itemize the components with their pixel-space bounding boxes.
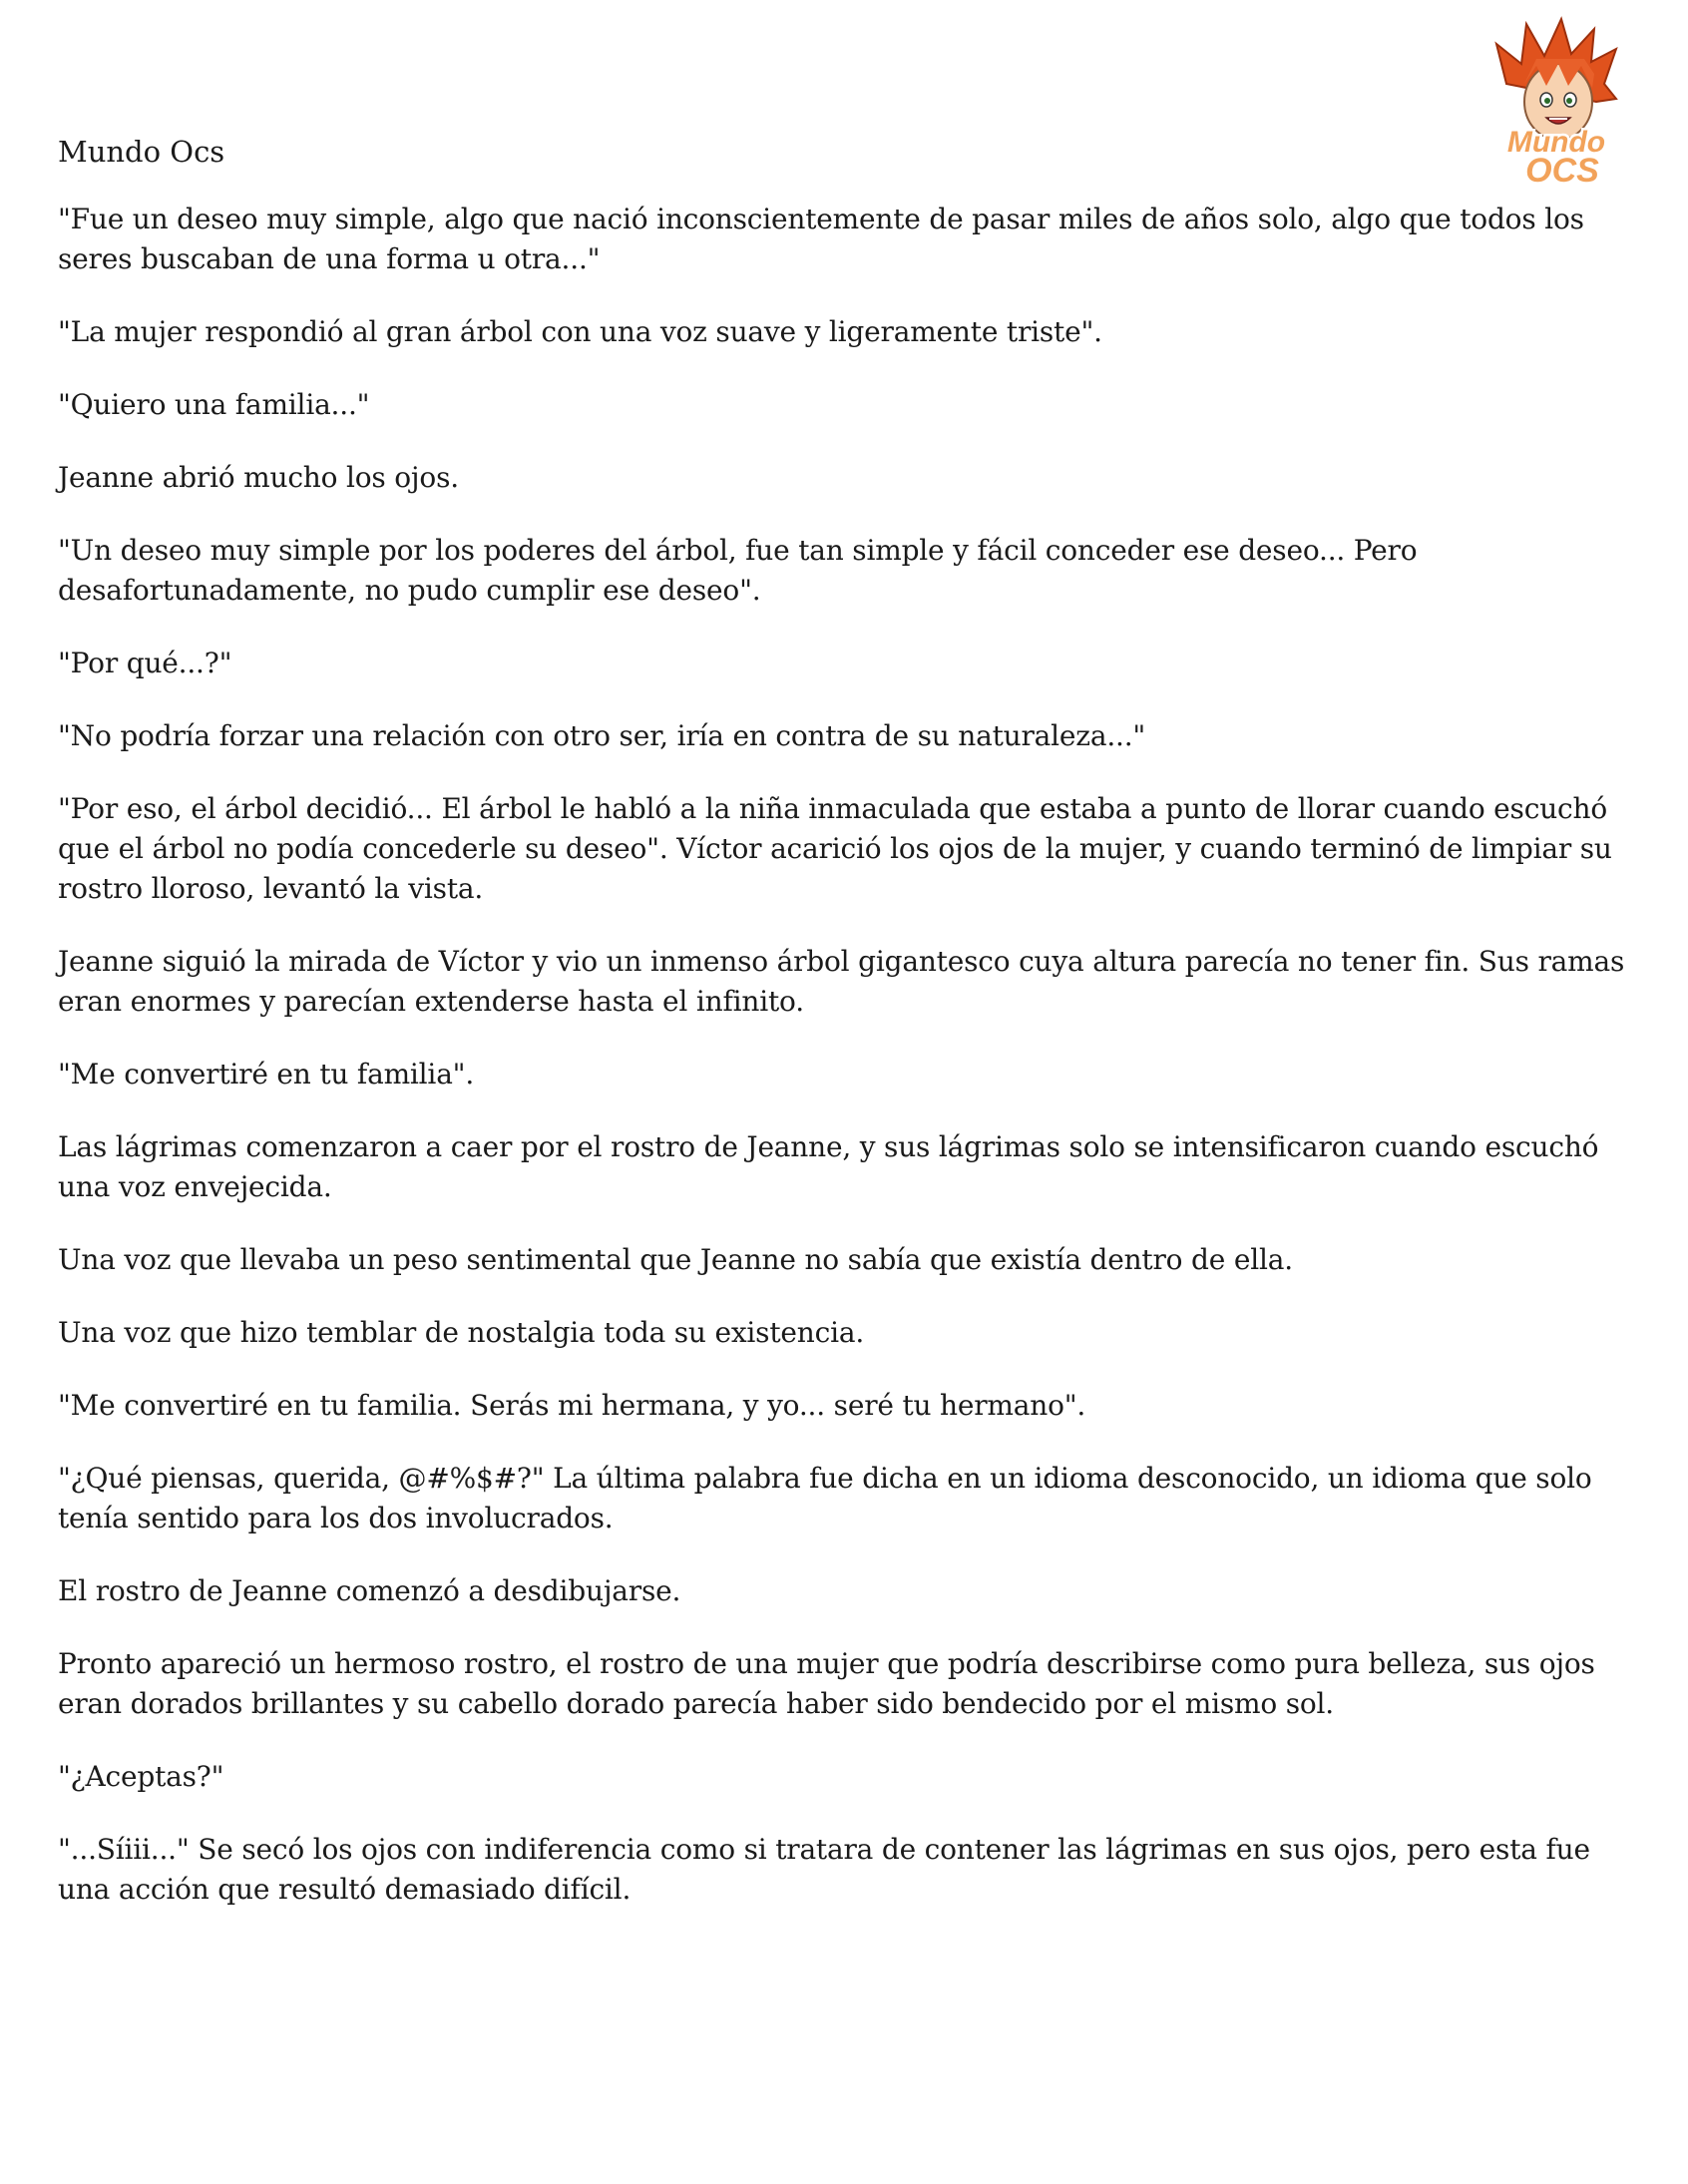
paragraph: Jeanne abrió mucho los ojos. <box>58 461 459 494</box>
paragraph: "No podría forzar una relación con otro ser, iría en contra de su naturaleza..." <box>58 719 1146 752</box>
paragraph: Jeanne siguió la mirada de Víctor y vio un inmenso árbol gigantesco cuya altura parecía no tener fin. Sus ramas eran enormes y parecían extenderse hasta el infinito. <box>58 945 1625 1018</box>
paragraph: "Quiero una familia..." <box>58 388 370 421</box>
paragraph: Una voz que llevaba un peso sentimental que Jeanne no sabía que existía dentro de ella. <box>58 1243 1293 1276</box>
logo-word-ocs: OCS <box>1525 152 1599 189</box>
paragraph: "Fue un deseo muy simple, algo que nació inconscientemente de pasar miles de años solo, algo que todos los seres buscaban de una forma u otra..." <box>58 203 1584 275</box>
paragraph: "¿Aceptas?" <box>58 1760 224 1793</box>
paragraph: "Por qué...?" <box>58 647 232 679</box>
paragraph: Pronto apareció un hermoso rostro, el rostro de una mujer que podría describirse como pura belleza, sus ojos eran dorados brillantes y su cabello dorado parecía haber sido bendecido por el mismo sol. <box>58 1647 1595 1720</box>
paragraph: "¿Qué piensas, querida, @#%$#?" La última palabra fue dicha en un idioma desconocido, un idioma que solo tenía sentido para los dos involucrados. <box>58 1462 1592 1534</box>
paragraph: "La mujer respondió al gran árbol con una voz suave y ligeramente triste". <box>58 315 1102 348</box>
document-body <box>58 200 1644 1943</box>
paragraph: "Me convertiré en tu familia". <box>58 1058 475 1091</box>
logo-word-mundo: Mundo <box>1506 126 1606 159</box>
paragraph: "Me convertiré en tu familia. Serás mi hermana, y yo... seré tu hermano". <box>58 1389 1086 1422</box>
mundo-ocs-logo <box>1467 14 1646 189</box>
paragraph: "...Síiii..." Se secó los ojos con indiferencia como si tratara de contener las lágrimas en sus ojos, pero esta fue una acción que resultó demasiado difícil. <box>58 1833 1590 1906</box>
paragraph: El rostro de Jeanne comenzó a desdibujarse. <box>58 1574 681 1607</box>
paragraph: Las lágrimas comenzaron a caer por el rostro de Jeanne, y sus lágrimas solo se intensificaron cuando escuchó una voz envejecida. <box>58 1130 1599 1203</box>
paragraph: "Por eso, el árbol decidió... El árbol le habló a la niña inmaculada que estaba a punto de llorar cuando escuchó que el árbol no podía concederle su deseo". Víctor acarició los ojos de la mujer, y cuando terminó de limpiar su rostro lloroso, levantó la vista. <box>58 792 1612 905</box>
document-header: Mundo Ocs <box>58 135 225 169</box>
paragraph: Una voz que hizo temblar de nostalgia toda su existencia. <box>58 1316 865 1349</box>
paragraph: "Un deseo muy simple por los poderes del árbol, fue tan simple y fácil conceder ese deseo... Pero desafortunadamente, no pudo cumplir ese deseo". <box>58 534 1418 607</box>
